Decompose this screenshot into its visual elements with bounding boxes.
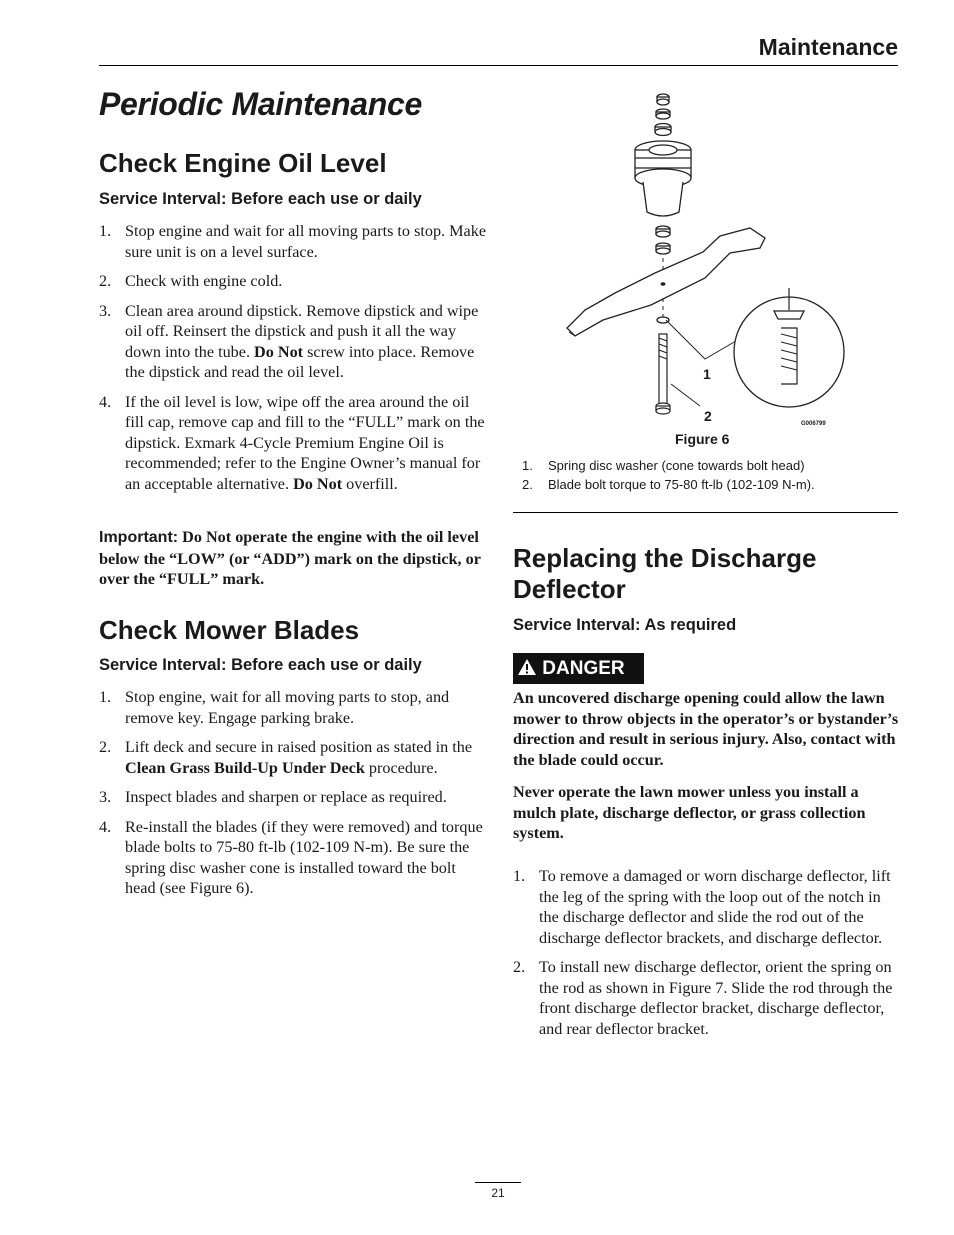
callout-number-2: 2 [704,408,712,424]
blades-service-interval: Service Interval: Before each use or daily [99,656,422,674]
step-text: Stop engine, wait for all moving parts to stop, and remove key. Engage parking brake. [125,688,450,727]
header-rule [99,65,898,66]
callout-text: Spring disc washer (cone towards bolt head) [548,458,805,473]
step-emphasis: Do Not [254,342,304,361]
step-text: screw into place. Remove the dipstick and read the oil level. [125,342,475,381]
step-number: 4. [99,817,112,836]
danger-label: DANGER [542,658,625,679]
step-number: 2. [99,272,112,290]
step-text: Inspect blades and sharpen or replace as required. [125,788,447,806]
list-item [513,957,901,1039]
step-number: 4. [99,392,112,411]
step-text: overfill. [342,474,398,493]
list-item [99,787,489,808]
step-text: Stop engine and wait for all moving parts to stop. Make sure unit is on a level surface. [125,222,487,261]
step-emphasis: Do Not [293,474,343,493]
step-text: To remove a damaged or worn discharge deflector, lift the leg of the spring with the loop out of the notch in the discharge deflector and slide the rod out of the discharge deflector brackets, and discharge deflector. [539,867,891,947]
figure-code: G006799 [801,421,826,427]
step-text: procedure. [364,758,438,777]
callout-number-1: 1 [703,366,711,382]
warning-triangle-icon [517,658,537,676]
section-divider [513,512,898,513]
callout-number: 2. [522,477,533,492]
blades-heading: Check Mower Blades [99,615,360,645]
callout-text: Blade bolt torque to 75-80 ft-lb (102-109 N-m). [548,477,815,492]
step-text: Check with engine cold. [125,272,283,290]
list-item [99,687,489,728]
page-number: 21 [491,1186,505,1200]
step-number: 2. [513,958,526,976]
step-number: 1. [513,867,526,885]
danger-instruction-text: Never operate the lawn mower unless you install a mulch plate, discharge deflector, or grass collection system. [513,783,866,842]
step-number: 3. [99,788,112,806]
list-item [99,392,487,495]
danger-warning-text: An uncovered discharge opening could allow the lawn mower to throw objects in the operator’s or bystander’s direction and result in serious injury. Also, contact with the blade could occur. [513,689,899,769]
list-item [99,737,489,778]
step-text: Re-install the blades (if they were removed) and torque blade bolts to 75-80 ft-lb (102-109 N-m). Be sure the spring disc washer cone is installed toward the bolt head (see Figure 6). [125,817,483,897]
step-number: 2. [99,738,112,756]
blades-steps [99,687,489,908]
deflector-heading: Replacing the Discharge Deflector [513,543,817,604]
callout-number: 1. [522,458,533,473]
danger-badge [513,653,644,684]
step-text: To install new discharge deflector, orient the spring on the rod as shown in Figure 7. Slide the rod through the front discharge deflector bracket, discharge deflector, and rear deflector bracket. [539,958,893,1038]
oil-steps [99,221,487,503]
page-title: Periodic Maintenance [99,86,422,122]
step-number: 1. [99,688,112,706]
step-emphasis: Clean Grass Build-Up Under Deck [125,758,365,777]
step-number: 1. [99,222,112,240]
figure-callouts [522,456,892,494]
step-number: 3. [99,301,112,320]
list-item [99,301,487,383]
page-number-rule [475,1182,521,1183]
list-item [99,817,489,899]
callout-item [522,475,892,494]
step-text: If the oil level is low, wipe off the area around the oil fill cap, remove cap and fill to the “FULL” mark on the dipstick. Exmark 4-Cycle Premium Engine Oil is recommended; refer to the Engine Owner’s manual for an acceptable alternative. [125,392,485,493]
callout-item [522,456,892,475]
step-text: Clean area around dipstick. Remove dipstick and wipe oil off. Reinsert the dipstick and push it all the way down into the tube. [125,301,479,361]
deflector-steps [513,866,901,1048]
important-note [99,527,487,590]
important-label: Important: [99,529,179,546]
oil-service-interval: Service Interval: Before each use or daily [99,190,422,208]
section-header: Maintenance [758,34,898,60]
list-item [513,866,901,948]
oil-heading: Check Engine Oil Level [99,148,387,178]
list-item [99,221,487,262]
list-item [99,271,487,292]
important-text: Do Not operate the engine with the oil level below the “LOW” (or “ADD”) mark on the dipstick, or over the “FULL” mark. [99,528,481,588]
deflector-service-interval: Service Interval: As required [513,616,737,634]
step-text: Lift deck and secure in raised position as stated in the [125,738,473,756]
figure-caption: Figure 6 [675,431,730,447]
